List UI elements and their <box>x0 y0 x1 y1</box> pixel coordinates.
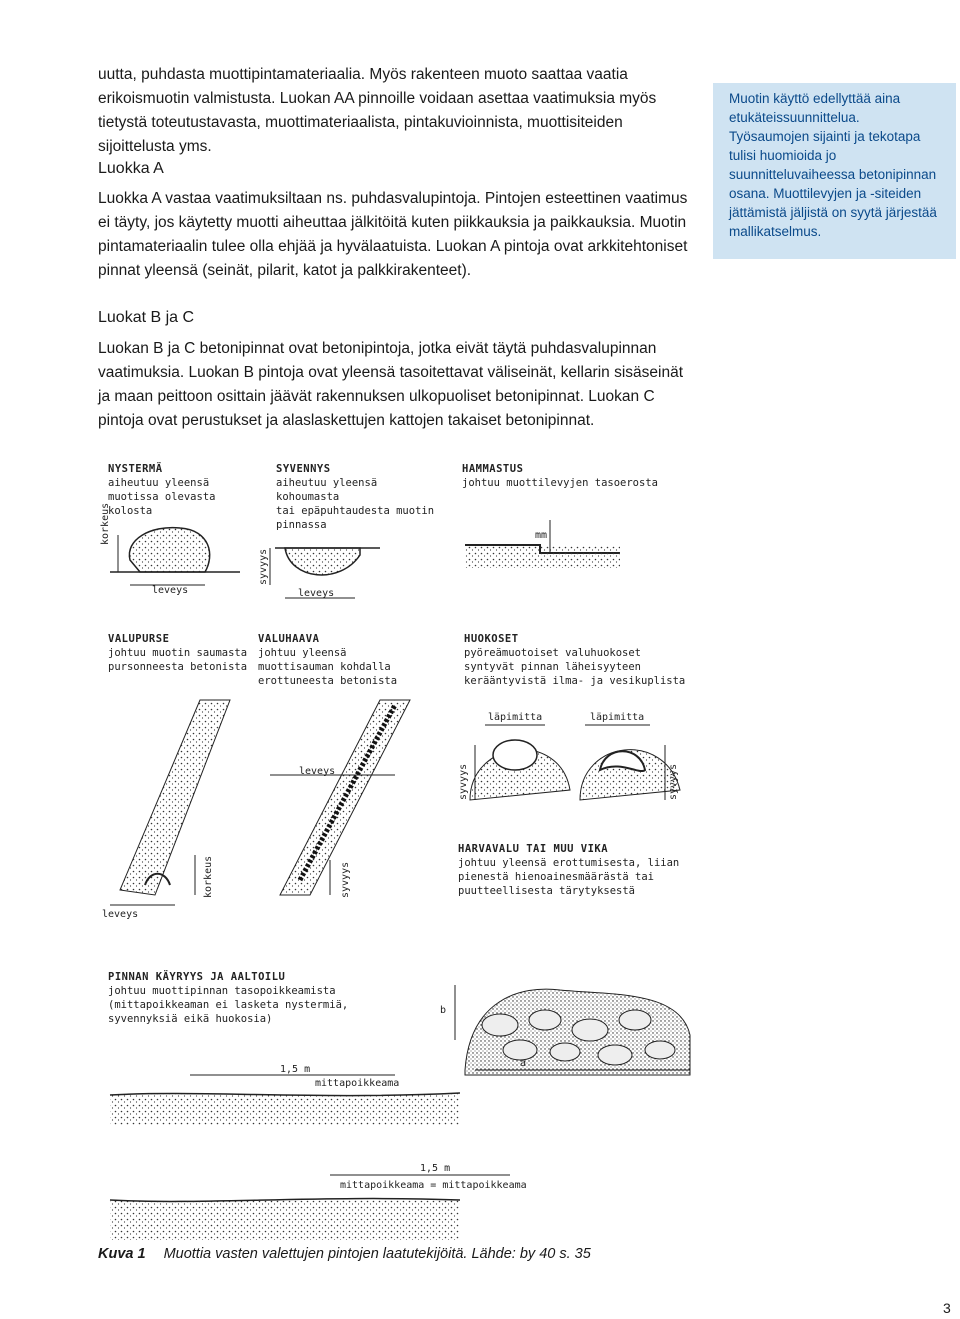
intro-paragraph: uutta, puhdasta muottipintamateriaalia. Myös rakenteen muoto saattaa vaatia erikoismuotin valmistusta. Luokan AA pinnoille voidaan asettaa vaatimuksia myös tietystä toteutustavasta, muottimateriaalista, pintakuvioinnista, muottisiteiden sijoittelusta yms. <box>98 66 657 155</box>
label-valuhaava: VALUHAAVA johtuu yleensä muottisauman kohdalla erottuneesta betonista <box>258 633 398 687</box>
nysterma-drawing <box>110 528 240 585</box>
label-valupurse: VALUPURSE johtuu muotin saumasta pursonneesta betonista <box>108 633 248 673</box>
dim-15m-1: 1,5 m <box>280 1064 311 1075</box>
hammastus-drawing <box>465 520 620 568</box>
dim-15m-2: 1,5 m <box>420 1163 451 1174</box>
dim-leveys-2: leveys <box>298 588 335 599</box>
label-harvavalu: HARVAVALU TAI MUU VIKA johtuu yleensä erottumisesta, liian pienestä hienoainesmäärästä tai puutteellisesta tärytyksestä <box>458 843 680 897</box>
label-nysterma: NYSTERMÄ aiheutuu yleensä muotissa olevasta kolosta <box>108 463 216 517</box>
caption-text: Muottia vasten valettujen pintojen laatutekijöitä. Lähde: by 40 s. 35 <box>163 1246 591 1262</box>
dim-leveys-1: leveys <box>152 585 189 596</box>
label-hammastus: HAMMASTUS johtuu muottilevyjen tasoerosta <box>462 463 658 489</box>
dim-leveys-3: leveys <box>299 766 336 777</box>
dim-syvyys-3: syvyys <box>458 763 469 800</box>
label-pinnan-kayryys: PINNAN KÄYRYYS JA AALTOILU johtuu muottipinnan tasopoikkeamista (mittapoikkeaman ei lasketa nystermiä, syvennyksiä eikä huokosia) <box>108 971 349 1025</box>
label-huokoset: HUOKOSET pyöreämuotoiset valuhuokoset syntyvät pinnan läheisyyteen kerääntyvistä ilma- ja vesikuplista <box>464 633 686 687</box>
dim-korkeus-1: korkeus <box>100 502 111 545</box>
page-number: 3 <box>943 1300 951 1316</box>
huokoset-drawing <box>470 725 680 800</box>
paragraph-luokat-b-c: Luokan B ja C betonipinnat ovat betonipintoja, jotka eivät täytä puhdasvalupinnan vaatimuksia. Luokan B pintoja ovat yleensä tasoitettavat väliseinät, kellarin sisäseinät ja maan peittoon osittain jäävät rakennuksen ulkopuoliset betonipinnat. Luokan C pintoja ovat perustukset ja alaslaskettujen kattojen takaiset betonipinnat. <box>98 340 684 429</box>
dim-mittapoikkeama-eq: mittapoikkeama = mittapoikkeama <box>340 1180 527 1191</box>
kayryys-drawing <box>110 1075 510 1240</box>
dim-lapimitta-1: läpimitta <box>488 712 543 723</box>
dim-mm: mm <box>535 530 548 541</box>
dim-lapimitta-2: läpimitta <box>590 712 645 723</box>
heading-luokat-b-c: Luokat B ja C <box>98 309 195 326</box>
sidebar-text: Muotin käyttö edellyttää aina etukäteissuunnittelua. Työsaumojen sijainti ja tekotapa tulisi huomioida jo suunnitteluvaiheessa betonipinnan osana. Muottilevyjen ja -siteiden jättämistä jäljistä on syytä järjestää mallikatselmus. <box>729 91 937 239</box>
figure-caption <box>98 1246 591 1262</box>
dim-leveys-4: leveys <box>102 909 139 920</box>
dim-syvyys-4: syvyys <box>668 763 679 800</box>
heading-luokka-a: Luokka A <box>98 160 164 177</box>
dim-syvyys-1: syvyys <box>258 548 269 585</box>
dim-syvyys-2: syvyys <box>340 861 351 898</box>
dim-mittapoikkeama: mittapoikkeama <box>315 1078 400 1089</box>
harvavalu-drawing <box>455 985 690 1075</box>
label-syvennys: SYVENNYS aiheutuu yleensä kohoumasta tai epäpuhtaudesta muotin pinnassa <box>276 463 435 531</box>
dim-a: a <box>520 1058 527 1069</box>
dim-korkeus-2: korkeus <box>203 855 214 898</box>
dim-b: b <box>440 1005 447 1016</box>
caption-number: Kuva 1 <box>98 1246 146 1262</box>
paragraph-luokka-a: Luokka A vastaa vaatimuksiltaan ns. puhdasvalupintoja. Pintojen esteettinen vaatimus ei täyty, jos käytetty muotti aiheuttaa jälkitöitä kuten piikkauksia ja paikkauksia. Muotin pintamateriaalin tulee olla ehjää ja hyvälaatuista. Luokan A pintoja ovat arkkitehtoniset pinnat yleensä (seinät, pilarit, katot ja palkkirakenteet). <box>98 190 688 279</box>
